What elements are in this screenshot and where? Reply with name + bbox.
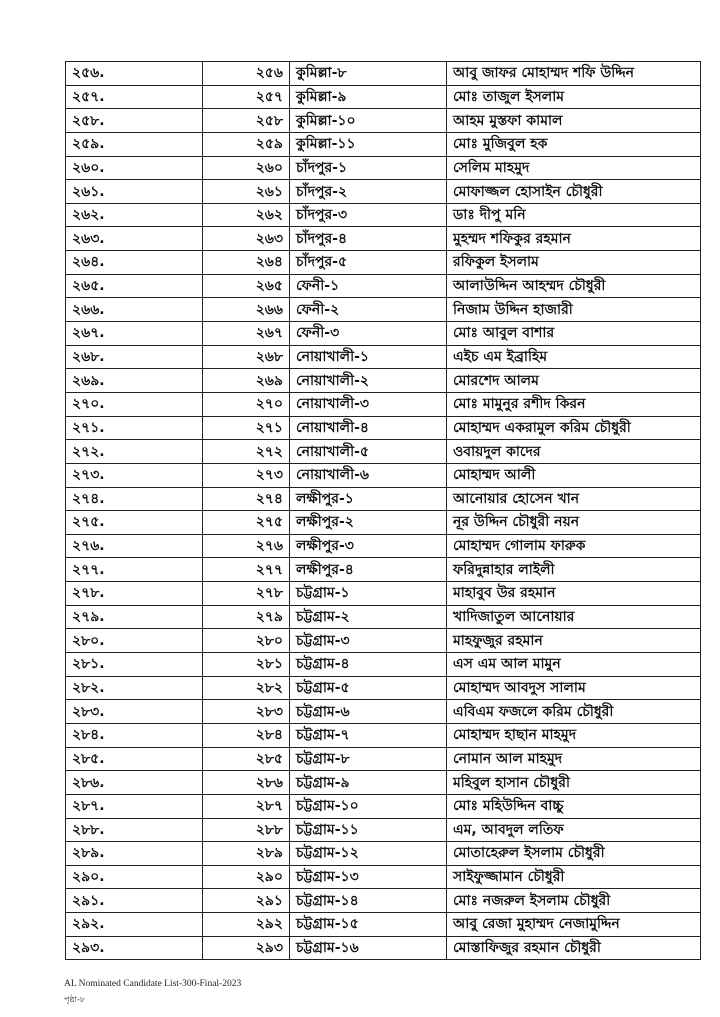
seat-code-cell: ২৮৩ (203, 700, 290, 724)
serial-cell: ২৮২. (66, 676, 203, 700)
constituency-cell: চট্টগ্রাম-১৬ (290, 936, 447, 960)
candidate-name-cell: মোতাহেরুল ইসলাম চৌধুরী (447, 842, 701, 866)
constituency-cell: ফেনী-২ (290, 298, 447, 322)
serial-cell: ২৯১. (66, 889, 203, 913)
serial-cell: ২৬৭. (66, 322, 203, 346)
seat-code-cell: ২৭০ (203, 392, 290, 416)
candidate-name-cell: এস এম আল মামুন (447, 653, 701, 677)
candidate-name-cell: রফিকুল ইসলাম (447, 251, 701, 275)
seat-code-cell: ২৮০ (203, 629, 290, 653)
serial-cell: ২৯৩. (66, 936, 203, 960)
candidate-name-cell: মোস্তাফিজুর রহমান চৌধুরী (447, 936, 701, 960)
constituency-cell: লক্ষীপুর-২ (290, 511, 447, 535)
candidate-name-cell: আলাউদ্দিন আহম্মদ চৌধুরী (447, 274, 701, 298)
table-row (66, 913, 701, 937)
candidate-name-cell: এবিএম ফজলে করিম চৌধুরী (447, 700, 701, 724)
serial-cell: ২৮৩. (66, 700, 203, 724)
table-row (66, 865, 701, 889)
seat-code-cell: ২৬৫ (203, 274, 290, 298)
serial-cell: ২৭২. (66, 440, 203, 464)
seat-code-cell: ২৯৩ (203, 936, 290, 960)
constituency-cell: চট্টগ্রাম-১৪ (290, 889, 447, 913)
seat-code-cell: ২৬৪ (203, 251, 290, 275)
table-row (66, 463, 701, 487)
constituency-cell: চট্টগ্রাম-৬ (290, 700, 447, 724)
serial-cell: ২৫৯. (66, 132, 203, 156)
constituency-cell: লক্ষীপুর-৩ (290, 534, 447, 558)
constituency-cell: চট্টগ্রাম-৭ (290, 723, 447, 747)
candidate-name-cell: মাহফুজুর রহমান (447, 629, 701, 653)
constituency-cell: ফেনী-৩ (290, 322, 447, 346)
table-row (66, 440, 701, 464)
table-row (66, 936, 701, 960)
table-row (66, 392, 701, 416)
constituency-cell: চাঁদপুর-১ (290, 156, 447, 180)
table-row (66, 818, 701, 842)
seat-code-cell: ২৯০ (203, 865, 290, 889)
seat-code-cell: ২৮২ (203, 676, 290, 700)
candidate-table-body (66, 62, 701, 960)
table-row (66, 345, 701, 369)
seat-code-cell: ২৮৪ (203, 723, 290, 747)
serial-cell: ২৭৮. (66, 582, 203, 606)
candidate-name-cell: মোহাম্মদ একরামুল করিম চৌধুরী (447, 416, 701, 440)
seat-code-cell: ২৮৬ (203, 771, 290, 795)
candidate-name-cell: মোরশেদ আলম (447, 369, 701, 393)
serial-cell: ২৮৬. (66, 771, 203, 795)
constituency-cell: কুমিল্লা-৯ (290, 85, 447, 109)
constituency-cell: নোয়াখালী-৫ (290, 440, 447, 464)
table-row (66, 605, 701, 629)
seat-code-cell: ২৯২ (203, 913, 290, 937)
seat-code-cell: ২৭২ (203, 440, 290, 464)
constituency-cell: কুমিল্লা-১০ (290, 109, 447, 133)
table-row (66, 771, 701, 795)
table-row (66, 889, 701, 913)
candidate-name-cell: নোমান আল মাহমুদ (447, 747, 701, 771)
seat-code-cell: ২৬০ (203, 156, 290, 180)
table-row (66, 794, 701, 818)
seat-code-cell: ২৭৩ (203, 463, 290, 487)
table-row (66, 416, 701, 440)
page-number: পৃষ্ঠা-৮ (64, 995, 86, 1004)
constituency-cell: চট্টগ্রাম-১১ (290, 818, 447, 842)
candidate-name-cell: আহম মুস্তফা কামাল (447, 109, 701, 133)
table-row (66, 322, 701, 346)
constituency-cell: নোয়াখালী-১ (290, 345, 447, 369)
seat-code-cell: ২৬৬ (203, 298, 290, 322)
serial-cell: ২৫৭. (66, 85, 203, 109)
constituency-cell: নোয়াখালী-২ (290, 369, 447, 393)
seat-code-cell: ২৬১ (203, 180, 290, 204)
candidate-name-cell: মোহাম্মদ আবদুস সালাম (447, 676, 701, 700)
table-row (66, 558, 701, 582)
table-row (66, 369, 701, 393)
constituency-cell: কুমিল্লা-৮ (290, 62, 447, 86)
constituency-cell: চট্টগ্রাম-৩ (290, 629, 447, 653)
constituency-cell: চট্টগ্রাম-১২ (290, 842, 447, 866)
document-footer-title: AL Nominated Candidate List-300-Final-2023 (64, 979, 242, 989)
serial-cell: ২৫৮. (66, 109, 203, 133)
constituency-cell: চট্টগ্রাম-২ (290, 605, 447, 629)
constituency-cell: চট্টগ্রাম-১৩ (290, 865, 447, 889)
seat-code-cell: ২৫৭ (203, 85, 290, 109)
serial-cell: ২৯০. (66, 865, 203, 889)
table-row (66, 132, 701, 156)
constituency-cell: চট্টগ্রাম-১৫ (290, 913, 447, 937)
serial-cell: ২৭৪. (66, 487, 203, 511)
seat-code-cell: ২৮৭ (203, 794, 290, 818)
table-row (66, 842, 701, 866)
candidate-name-cell: মোহাম্মদ হাছান মাহমুদ (447, 723, 701, 747)
seat-code-cell: ২৭৭ (203, 558, 290, 582)
candidate-table (65, 61, 701, 960)
table-row (66, 700, 701, 724)
seat-code-cell: ২৮৯ (203, 842, 290, 866)
candidate-name-cell: ওবায়দুল কাদের (447, 440, 701, 464)
serial-cell: ২৭৯. (66, 605, 203, 629)
table-row (66, 723, 701, 747)
table-row (66, 298, 701, 322)
constituency-cell: চাঁদপুর-৩ (290, 203, 447, 227)
candidate-name-cell: মোঃ তাজুল ইসলাম (447, 85, 701, 109)
table-row (66, 156, 701, 180)
constituency-cell: ফেনী-১ (290, 274, 447, 298)
table-row (66, 629, 701, 653)
serial-cell: ২৯২. (66, 913, 203, 937)
candidate-name-cell: এইচ এম ইব্রাহিম (447, 345, 701, 369)
candidate-name-cell: আবু জাফর মোহাম্মদ শফি উদ্দিন (447, 62, 701, 86)
table-row (66, 180, 701, 204)
serial-cell: ২৬৯. (66, 369, 203, 393)
seat-code-cell: ২৬২ (203, 203, 290, 227)
serial-cell: ২৬১. (66, 180, 203, 204)
seat-code-cell: ২৭৪ (203, 487, 290, 511)
table-row (66, 511, 701, 535)
serial-cell: ২৮৭. (66, 794, 203, 818)
serial-cell: ২৮৮. (66, 818, 203, 842)
seat-code-cell: ২৯১ (203, 889, 290, 913)
constituency-cell: নোয়াখালী-৬ (290, 463, 447, 487)
constituency-cell: চট্টগ্রাম-১০ (290, 794, 447, 818)
seat-code-cell: ২৬৩ (203, 227, 290, 251)
constituency-cell: চাঁদপুর-৪ (290, 227, 447, 251)
constituency-cell: চট্টগ্রাম-৮ (290, 747, 447, 771)
constituency-cell: নোয়াখালী-৪ (290, 416, 447, 440)
constituency-cell: চট্টগ্রাম-৪ (290, 653, 447, 677)
serial-cell: ২৬৩. (66, 227, 203, 251)
serial-cell: ২৬৪. (66, 251, 203, 275)
table-row (66, 582, 701, 606)
seat-code-cell: ২৭৮ (203, 582, 290, 606)
seat-code-cell: ২৭৯ (203, 605, 290, 629)
candidate-name-cell: মোঃ মুজিবুল হক (447, 132, 701, 156)
candidate-name-cell: মহিবুল হাসান চৌধুরী (447, 771, 701, 795)
seat-code-cell: ২৭১ (203, 416, 290, 440)
table-row (66, 487, 701, 511)
serial-cell: ২৫৬. (66, 62, 203, 86)
seat-code-cell: ২৭৬ (203, 534, 290, 558)
serial-cell: ২৮৪. (66, 723, 203, 747)
table-row (66, 747, 701, 771)
serial-cell: ২৭৭. (66, 558, 203, 582)
table-row (66, 274, 701, 298)
seat-code-cell: ২৬৯ (203, 369, 290, 393)
candidate-name-cell: মুহম্মদ শফিকুর রহমান (447, 227, 701, 251)
candidate-name-cell: আনোয়ার হোসেন খান (447, 487, 701, 511)
seat-code-cell: ২৬৭ (203, 322, 290, 346)
constituency-cell: নোয়াখালী-৩ (290, 392, 447, 416)
serial-cell: ২৬৫. (66, 274, 203, 298)
candidate-name-cell: মোহাম্মদ আলী (447, 463, 701, 487)
constituency-cell: লক্ষীপুর-১ (290, 487, 447, 511)
candidate-name-cell: মোঃ আবুল বাশার (447, 322, 701, 346)
table-row (66, 109, 701, 133)
constituency-cell: কুমিল্লা-১১ (290, 132, 447, 156)
constituency-cell: চট্টগ্রাম-১ (290, 582, 447, 606)
constituency-cell: চট্টগ্রাম-৫ (290, 676, 447, 700)
seat-code-cell: ২৫৯ (203, 132, 290, 156)
seat-code-cell: ২৭৫ (203, 511, 290, 535)
serial-cell: ২৭০. (66, 392, 203, 416)
serial-cell: ২৬৬. (66, 298, 203, 322)
candidate-name-cell: মাহাবুব উর রহমান (447, 582, 701, 606)
candidate-name-cell: মোঃ মামুনুর রশীদ কিরন (447, 392, 701, 416)
serial-cell: ২৮৯. (66, 842, 203, 866)
seat-code-cell: ২৮৮ (203, 818, 290, 842)
candidate-name-cell: নিজাম উদ্দিন হাজারী (447, 298, 701, 322)
serial-cell: ২৬২. (66, 203, 203, 227)
table-row (66, 676, 701, 700)
seat-code-cell: ২৫৮ (203, 109, 290, 133)
constituency-cell: চাঁদপুর-৫ (290, 251, 447, 275)
constituency-cell: লক্ষীপুর-৪ (290, 558, 447, 582)
table-row (66, 227, 701, 251)
table-row (66, 251, 701, 275)
serial-cell: ২৮৫. (66, 747, 203, 771)
table-row (66, 653, 701, 677)
seat-code-cell: ২৬৮ (203, 345, 290, 369)
serial-cell: ২৭৫. (66, 511, 203, 535)
candidate-name-cell: সাইফুজ্জামান চৌধুরী (447, 865, 701, 889)
constituency-cell: চাঁদপুর-২ (290, 180, 447, 204)
candidate-name-cell: আবু রেজা মুহাম্মদ নেজামুদ্দিন (447, 913, 701, 937)
serial-cell: ২৮০. (66, 629, 203, 653)
candidate-name-cell: মোঃ নজরুল ইসলাম চৌধুরী (447, 889, 701, 913)
seat-code-cell: ২৮১ (203, 653, 290, 677)
candidate-name-cell: খাদিজাতুল আনোয়ার (447, 605, 701, 629)
seat-code-cell: ২৮৫ (203, 747, 290, 771)
constituency-cell: চট্টগ্রাম-৯ (290, 771, 447, 795)
candidate-name-cell: সেলিম মাহমুদ (447, 156, 701, 180)
serial-cell: ২৭৬. (66, 534, 203, 558)
candidate-name-cell: এম, আবদুল লতিফ (447, 818, 701, 842)
candidate-name-cell: ডাঃ দীপু মনি (447, 203, 701, 227)
candidate-name-cell: নূর উদ্দিন চৌধুরী নয়ন (447, 511, 701, 535)
table-row (66, 85, 701, 109)
serial-cell: ২৮১. (66, 653, 203, 677)
serial-cell: ২৭৩. (66, 463, 203, 487)
serial-cell: ২৬০. (66, 156, 203, 180)
candidate-name-cell: মোফাজ্জল হোসাইন চৌধুরী (447, 180, 701, 204)
seat-code-cell: ২৫৬ (203, 62, 290, 86)
table-row (66, 534, 701, 558)
table-row (66, 203, 701, 227)
candidate-name-cell: ফরিদুন্নাহার লাইলী (447, 558, 701, 582)
serial-cell: ২৭১. (66, 416, 203, 440)
table-row (66, 62, 701, 86)
candidate-name-cell: মোঃ মহিউদ্দিন বাচ্চু (447, 794, 701, 818)
serial-cell: ২৬৮. (66, 345, 203, 369)
candidate-name-cell: মোহাম্মদ গোলাম ফারুক (447, 534, 701, 558)
